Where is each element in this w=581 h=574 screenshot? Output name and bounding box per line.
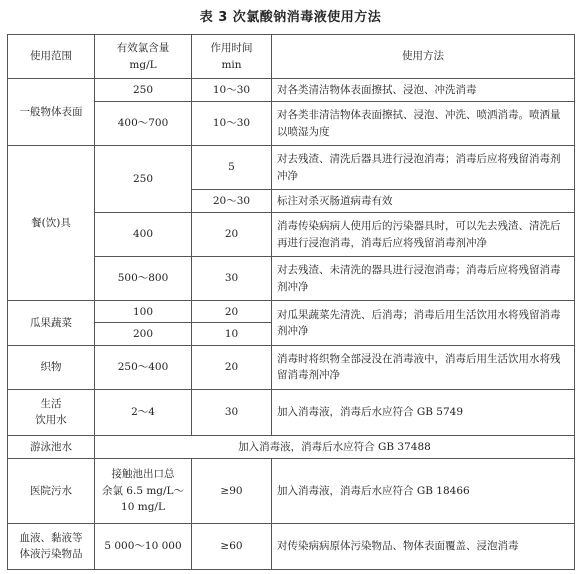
scope-produce: 瓜果蔬菜 <box>8 301 95 346</box>
method-cell: 加入消毒液，消毒后水应符合 GB 37488 <box>95 435 575 458</box>
time-cell: 20 <box>192 345 272 389</box>
conc-cell: 250～400 <box>95 345 192 389</box>
table-title: 表 3 次氯酸钠消毒液使用方法 <box>199 10 382 25</box>
scope-pool: 游泳池水 <box>8 435 95 458</box>
table-row <box>8 389 575 435</box>
table-row <box>8 345 575 389</box>
conc-cell <box>95 458 192 523</box>
method-cell: 标注对杀灭肠道病毒有效 <box>272 190 575 213</box>
method-cell: 对各类清洁物体表面擦拭、浸泡、冲洗消毒 <box>272 79 575 102</box>
method-cell: 对去残渣、未清洗的器具进行浸泡消毒；消毒后应将残留消毒剂冲净 <box>272 257 575 301</box>
table-row <box>8 301 575 323</box>
conc-line: 余氯 6.5 mg/L～ <box>101 484 185 497</box>
header-concentration <box>95 35 192 79</box>
scope-body-fluids <box>8 523 95 569</box>
scope-fabric: 织物 <box>8 345 95 389</box>
time-cell: ≥90 <box>192 458 272 523</box>
disinfectant-usage-table <box>7 34 575 570</box>
method-cell: 对各类非清洁物体表面擦拭、浸泡、冲洗、喷洒消毒。喷洒量以喷湿为度 <box>272 102 575 146</box>
header-row <box>8 35 575 79</box>
header-scope: 使用范围 <box>8 35 95 79</box>
time-cell: 20 <box>192 301 272 323</box>
time-cell: 10 <box>192 323 272 345</box>
conc-cell: 400 <box>95 213 192 257</box>
scope-hospital-sewage: 医院污水 <box>8 458 95 523</box>
conc-cell: 500～800 <box>95 257 192 301</box>
method-cell: 消毒时将织物全部浸没在消毒液中，消毒后用生活饮用水将残留消毒剂冲净 <box>272 345 575 389</box>
conc-cell: 400～700 <box>95 102 192 146</box>
method-cell: 对去残渣、清洗后器具进行浸泡消毒；消毒后应将残留消毒剂冲净 <box>272 146 575 190</box>
time-cell: 20 <box>192 213 272 257</box>
table-row <box>8 146 575 190</box>
method-cell: 加入消毒液，消毒后水应符合 GB 18466 <box>272 458 575 523</box>
time-cell: 10～30 <box>192 79 272 102</box>
table-row <box>8 435 575 458</box>
header-conc-unit: mg/L <box>129 58 157 71</box>
header-conc-label: 有效氯含量 <box>116 42 170 55</box>
conc-line: 10 mg/L <box>121 500 165 513</box>
header-time-label: 作用时间 <box>210 42 253 55</box>
scope-line: 血液、黏液等 <box>19 532 83 545</box>
scope-line: 生活 <box>40 397 62 410</box>
time-cell: ≥60 <box>192 523 272 569</box>
scope-line: 体液污染物品 <box>19 548 83 561</box>
table-row <box>8 523 575 569</box>
method-cell: 加入消毒液，消毒后水应符合 GB 5749 <box>272 389 575 435</box>
scope-drinking-water <box>8 389 95 435</box>
header-time-unit: min <box>221 58 242 71</box>
conc-cell: 200 <box>95 323 192 345</box>
table-row <box>8 79 575 102</box>
header-method: 使用方法 <box>272 35 575 79</box>
conc-cell: 2～4 <box>95 389 192 435</box>
time-cell: 30 <box>192 389 272 435</box>
header-time <box>192 35 272 79</box>
conc-cell: 5 000～10 000 <box>95 523 192 569</box>
scope-surface: 一般物体表面 <box>8 79 95 146</box>
conc-line: 接触池出口总 <box>111 468 175 481</box>
time-cell: 10～30 <box>192 102 272 146</box>
time-cell: 20～30 <box>192 190 272 213</box>
conc-cell: 250 <box>95 146 192 213</box>
conc-cell: 250 <box>95 79 192 102</box>
method-cell: 对传染病病原体污染物品、物体表面覆盖、浸泡消毒 <box>272 523 575 569</box>
method-cell: 消毒传染病病人使用后的污染器具时，可以先去残渣、清洗后再进行浸泡消毒，消毒后应将残留消毒剂冲净 <box>272 213 575 257</box>
scope-tableware: 餐(饮)具 <box>8 146 95 301</box>
time-cell: 5 <box>192 146 272 190</box>
method-cell: 对瓜果蔬菜先清洗、后消毒；消毒后用生活饮用水将残留消毒剂冲净 <box>272 301 575 346</box>
time-cell: 30 <box>192 257 272 301</box>
table-row <box>8 458 575 523</box>
scope-line: 饮用水 <box>35 414 67 427</box>
conc-cell: 100 <box>95 301 192 323</box>
